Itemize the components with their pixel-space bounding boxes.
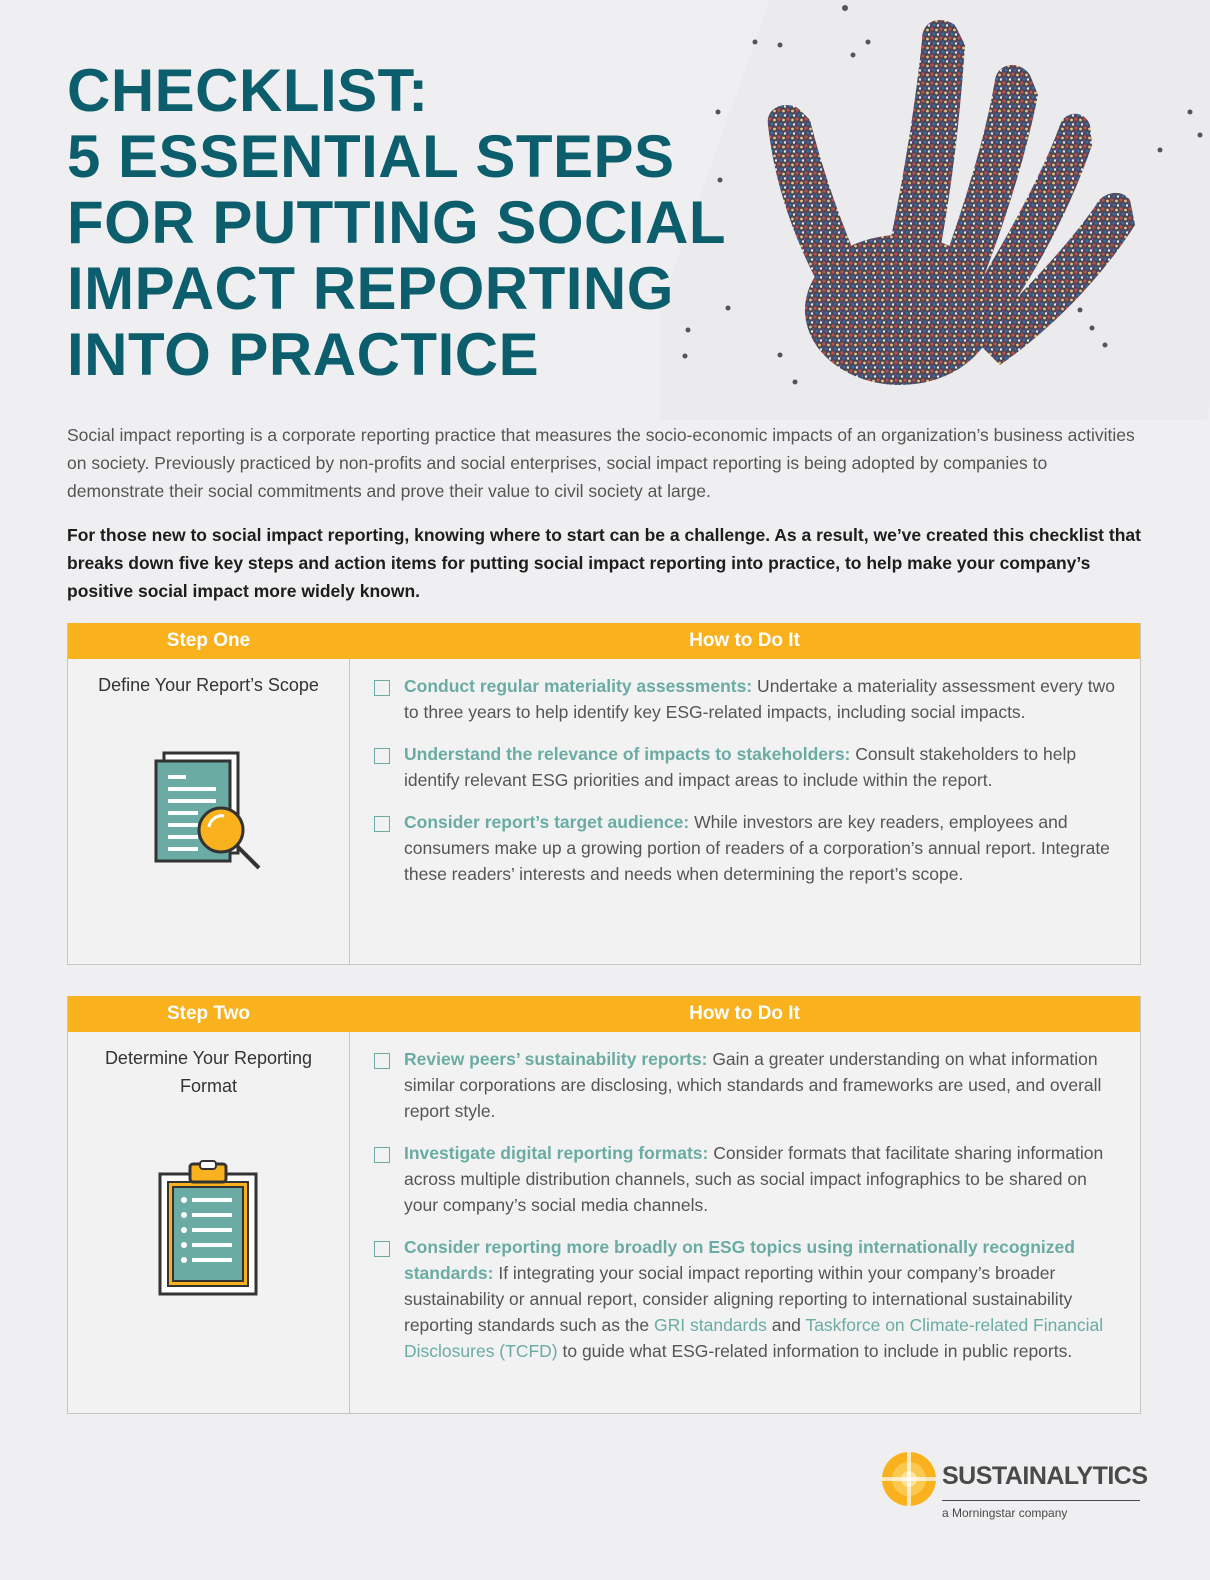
how-to-label: How to Do It xyxy=(689,1003,800,1024)
intro-paragraph: Social impact reporting is a corporate reporting practice that measures the socio-economic impacts of an organization’s business activities on society. Previously practiced by non-profits and social enterprises, social impact reporting is being adopted by companies to demonstrate their social commitments and prove their value to civil society at large. xyxy=(67,425,1135,501)
page-title xyxy=(67,58,787,388)
sustainalytics-logo xyxy=(880,1450,1148,1530)
item-title: Consider reporting more broadly on ESG topics using internationally recognized standards: xyxy=(404,1237,1075,1283)
checklist-item xyxy=(374,1046,1122,1124)
checklist-item xyxy=(374,741,1122,793)
checklist-item xyxy=(374,1140,1122,1218)
checklist-item xyxy=(374,809,1122,887)
item-text: While investors are key readers, employees and consumers make up a growing portion of readers of a corporation’s annual report. Integrate these readers’ interests and needs when determining the report’s scope. xyxy=(404,812,1110,884)
item-title: Review peers’ sustainability reports: xyxy=(404,1049,708,1069)
clipboard-icon xyxy=(156,1160,266,1300)
checkbox[interactable] xyxy=(374,1147,390,1163)
item-text: Gain a greater understanding on what information similar corporations are disclosing, which standards and frameworks are used, and overall report style. xyxy=(404,1049,1102,1121)
item-text: If integrating your social impact reporting within your company’s broader sustainability or annual report, consider aligning reporting to international sustainability reporting standards such as the xyxy=(404,1263,1073,1335)
item-title: Consider report’s target audience: xyxy=(404,812,690,832)
checklist-item xyxy=(374,1234,1122,1364)
title-line: INTO PRACTICE xyxy=(67,321,540,388)
step-two-table xyxy=(67,996,1141,1414)
item-text: Consider formats that facilitate sharing information across multiple distribution channels, such as social impact infographics to be shared on your company’s social media channels. xyxy=(404,1143,1104,1215)
checkbox[interactable] xyxy=(374,1053,390,1069)
item-title: Conduct regular materiality assessments: xyxy=(404,676,753,696)
item-text: Consult stakeholders to help identify relevant ESG priorities and impact areas to include within the report. xyxy=(404,744,1077,790)
checkbox[interactable] xyxy=(374,816,390,832)
logo-divider xyxy=(942,1500,1140,1501)
title-line: CHECKLIST: xyxy=(67,57,429,124)
step-name: Determine Your Reporting Format xyxy=(104,1048,313,1096)
gri-standards-link[interactable]: GRI standards xyxy=(654,1315,767,1335)
checkbox[interactable] xyxy=(374,748,390,764)
document-magnifier-icon xyxy=(146,749,266,874)
step-two-header xyxy=(68,996,1140,1032)
logo-tagline: a Morningstar company xyxy=(942,1506,1068,1520)
title-line: FOR PUTTING SOCIAL xyxy=(67,189,726,256)
step-two-checklist xyxy=(350,1032,1140,1413)
item-text: and xyxy=(766,1315,806,1335)
how-to-label: How to Do It xyxy=(689,630,800,651)
step-one-checklist xyxy=(350,659,1140,964)
lead-paragraph: For those new to social impact reporting, knowing where to start can be a challenge. As a result, we’ve created this checklist that breaks down five key steps and action items for putting social impact reporting into practice, to help make your company’s positive social impact more widely known. xyxy=(67,525,1141,601)
item-title: Investigate digital reporting formats: xyxy=(404,1143,709,1163)
title-line: 5 ESSENTIAL STEPS xyxy=(67,123,675,190)
step-one-table xyxy=(67,623,1141,965)
item-title: Understand the relevance of impacts to stakeholders: xyxy=(404,744,851,764)
checklist-item xyxy=(374,673,1122,725)
title-line: IMPACT REPORTING xyxy=(67,255,674,322)
item-text: to guide what ESG-related information to include in public reports. xyxy=(557,1341,1073,1361)
item-text: Undertake a materiality assessment every two to three years to help identify key ESG-related impacts, including social impacts. xyxy=(404,676,1115,722)
checkbox[interactable] xyxy=(374,680,390,696)
step-name: Define Your Report’s Scope xyxy=(98,675,319,695)
step-one-header xyxy=(68,623,1140,659)
tcfd-link[interactable]: Taskforce on Climate-related Financial Disclosures (TCFD) xyxy=(404,1315,1104,1361)
sustainalytics-mark-icon xyxy=(880,1450,938,1508)
checkbox[interactable] xyxy=(374,1241,390,1257)
step-label: Step Two xyxy=(166,1003,251,1024)
logo-name: SUSTAINALYTICS xyxy=(942,1462,1148,1490)
step-label: Step One xyxy=(166,630,251,651)
